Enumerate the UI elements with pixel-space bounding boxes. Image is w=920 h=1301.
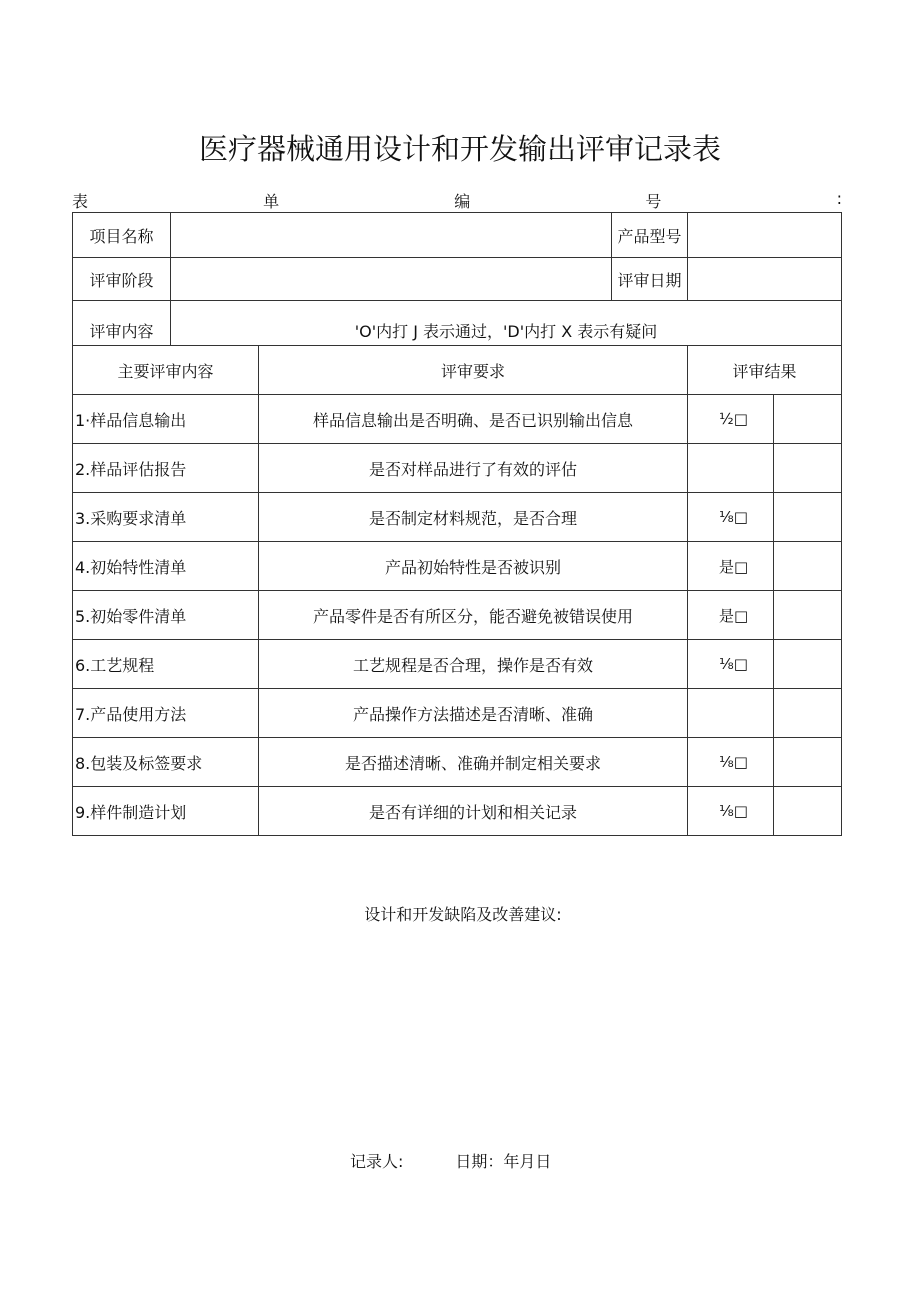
review-date-label: 评审日期 <box>612 258 688 301</box>
review-item: 2.样品评估报告 <box>73 444 259 493</box>
review-item: 1·样品信息输出 <box>73 395 259 444</box>
review-item: 8.包装及标签要求 <box>73 738 259 787</box>
header-main-content: 主要评审内容 <box>73 346 259 395</box>
suggestions-label: 设计和开发缺陷及改善建议: <box>364 905 562 924</box>
review-content-label: 评审内容 <box>73 301 171 346</box>
review-note-cell[interactable] <box>774 395 842 444</box>
review-note-cell[interactable] <box>774 444 842 493</box>
product-model-field[interactable] <box>688 213 842 258</box>
review-record-table <box>72 212 842 836</box>
review-requirement: 产品操作方法描述是否清晰、准确 <box>259 689 688 738</box>
review-result-checkbox[interactable]: ⅛□ <box>688 493 774 542</box>
review-requirement: 样品信息输出是否明确、是否已识别输出信息 <box>259 395 688 444</box>
review-result-checkbox[interactable]: 是□ <box>688 542 774 591</box>
review-content-hint: 'O'内打 J 表示通过，'D'内打 X 表示有疑问 <box>171 301 842 346</box>
table-row <box>73 395 842 444</box>
review-requirement: 是否制定材料规范，是否合理 <box>259 493 688 542</box>
header-result: 评审结果 <box>688 346 842 395</box>
form-number-char: : <box>836 189 842 208</box>
review-item: 6.工艺规程 <box>73 640 259 689</box>
review-result-checkbox[interactable]: ½□ <box>688 395 774 444</box>
review-item: 7.产品使用方法 <box>73 689 259 738</box>
project-name-field[interactable] <box>171 213 612 258</box>
table-row <box>73 591 842 640</box>
review-result-checkbox[interactable]: ⅛□ <box>688 640 774 689</box>
review-result-checkbox[interactable] <box>688 689 774 738</box>
product-model-label: 产品型号 <box>612 213 688 258</box>
review-note-cell[interactable] <box>774 689 842 738</box>
table-row <box>73 640 842 689</box>
header-requirement: 评审要求 <box>259 346 688 395</box>
review-note-cell[interactable] <box>774 640 842 689</box>
review-result-checkbox[interactable] <box>688 444 774 493</box>
review-result-checkbox[interactable]: ⅛□ <box>688 738 774 787</box>
review-stage-label: 评审阶段 <box>73 258 171 301</box>
page-title: 医疗器械通用设计和开发输出评审记录表 <box>198 132 721 166</box>
review-note-cell[interactable] <box>774 738 842 787</box>
review-item: 4.初始特性清单 <box>73 542 259 591</box>
table-row <box>73 542 842 591</box>
review-date-field[interactable] <box>688 258 842 301</box>
table-row <box>73 493 842 542</box>
form-number-label <box>72 189 842 212</box>
info-row-project <box>73 213 842 258</box>
table-header-row <box>73 346 842 395</box>
review-result-checkbox[interactable]: 是□ <box>688 591 774 640</box>
recorder-label: 记录人: <box>350 1152 404 1171</box>
table-row <box>73 689 842 738</box>
review-note-cell[interactable] <box>774 591 842 640</box>
form-number-char: 表 <box>72 192 89 211</box>
project-name-label: 项目名称 <box>73 213 171 258</box>
review-requirement: 是否描述清晰、准确并制定相关要求 <box>259 738 688 787</box>
table-row <box>73 444 842 493</box>
info-row-content <box>73 301 842 346</box>
review-requirement: 是否有详细的计划和相关记录 <box>259 787 688 836</box>
info-row-stage <box>73 258 842 301</box>
review-requirement: 工艺规程是否合理，操作是否有效 <box>259 640 688 689</box>
table-row <box>73 787 842 836</box>
form-number-char: 单 <box>263 192 280 211</box>
form-number-char: 编 <box>454 192 471 211</box>
date-label: 日期：年月日 <box>455 1152 552 1171</box>
table-row <box>73 738 842 787</box>
review-requirement: 是否对样品进行了有效的评估 <box>259 444 688 493</box>
form-number-char: 号 <box>645 192 662 211</box>
review-result-checkbox[interactable]: ⅛□ <box>688 787 774 836</box>
review-note-cell[interactable] <box>774 787 842 836</box>
review-requirement: 产品初始特性是否被识别 <box>259 542 688 591</box>
review-note-cell[interactable] <box>774 493 842 542</box>
review-item: 3.采购要求清单 <box>73 493 259 542</box>
review-note-cell[interactable] <box>774 542 842 591</box>
review-item: 9.样件制造计划 <box>73 787 259 836</box>
signature-footer <box>350 1149 551 1172</box>
review-item: 5.初始零件清单 <box>73 591 259 640</box>
review-requirement: 产品零件是否有所区分，能否避免被错误使用 <box>259 591 688 640</box>
review-stage-field[interactable] <box>171 258 612 301</box>
